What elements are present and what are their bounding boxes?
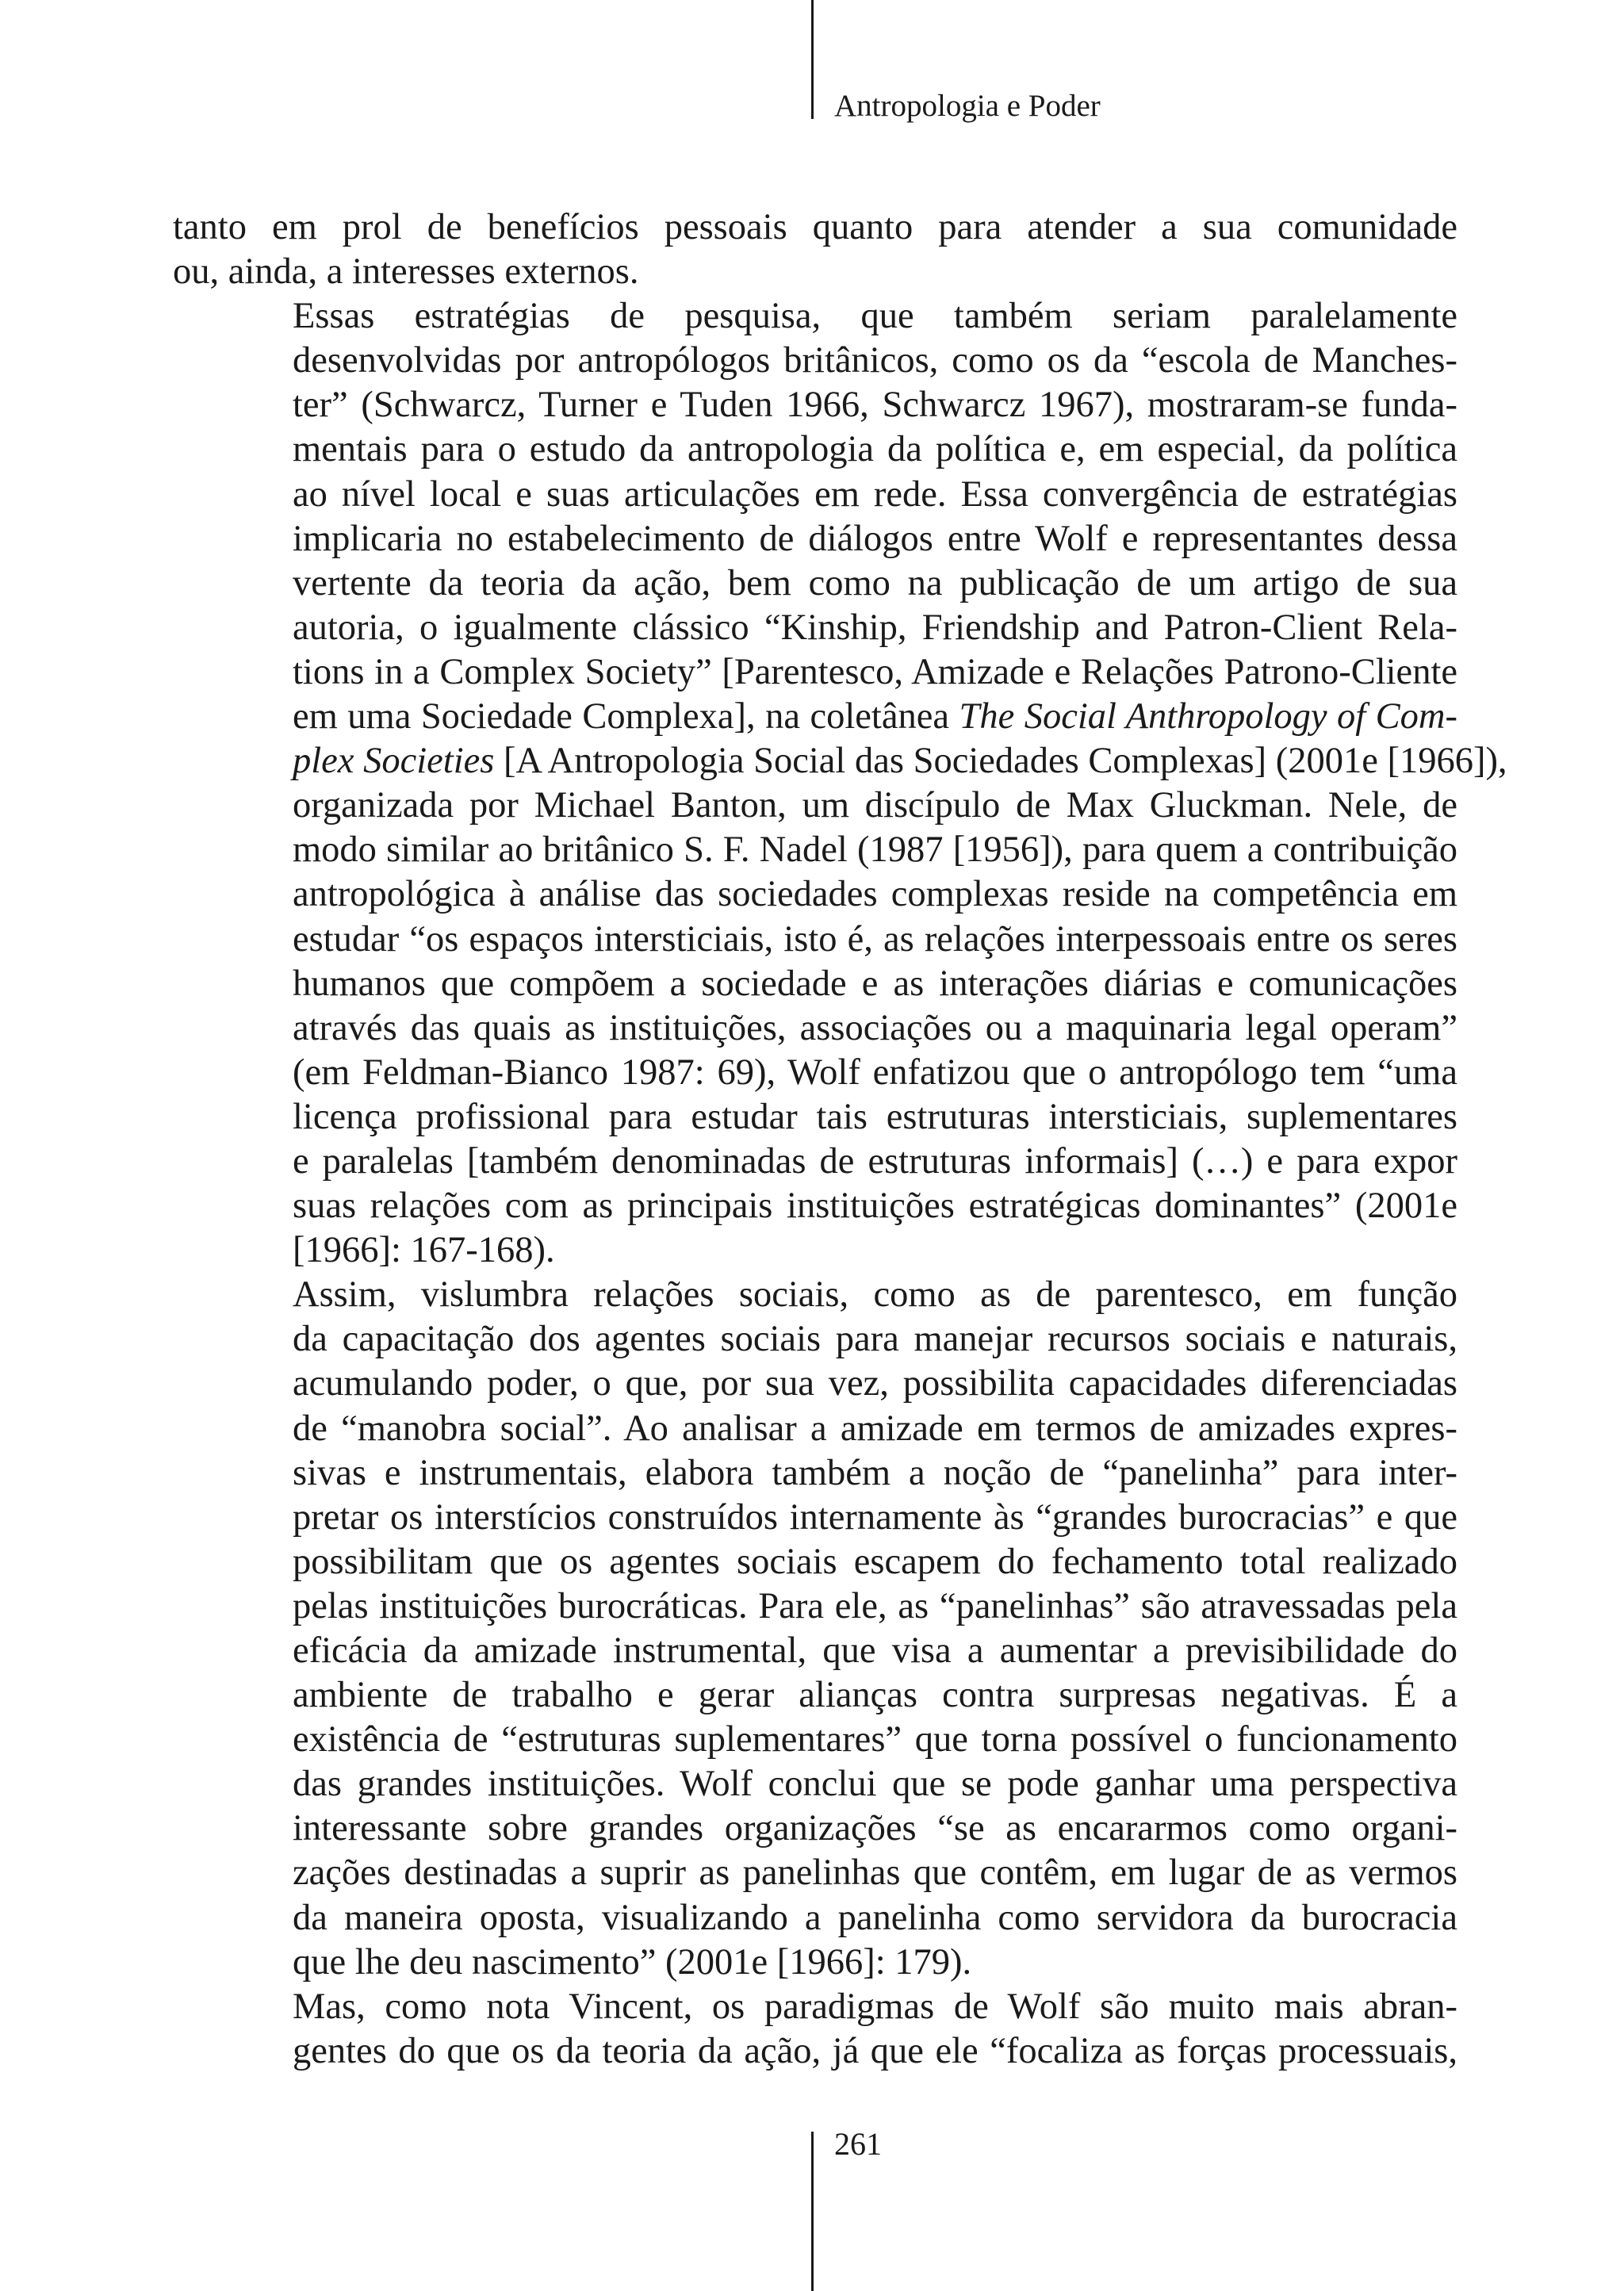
text-line: tanto em prol de benefícios pessoais quanto para atender a sua comunidade <box>173 207 1457 247</box>
text-line: (em Feldman-Bianco 1987: 69), Wolf enfatizou que o antropólogo tem “uma <box>293 1052 1457 1093</box>
text-line: estudar “os espaços intersticiais, isto é, as relações interpessoais entre os seres <box>293 918 1457 960</box>
paragraph-1 <box>173 205 1457 294</box>
header-divider-line <box>811 0 814 119</box>
running-header-title: Antropologia e Poder <box>834 89 1101 123</box>
page-body <box>173 205 1507 2074</box>
paragraph-4 <box>173 1985 1457 2074</box>
text-line: Mas, como nota Vincent, os paradigmas de Wolf são muito mais abran- <box>293 1986 1457 2027</box>
text-line: de “manobra social”. Ao analisar a amizade em termos de amizades expres- <box>293 1408 1457 1449</box>
text-line: licença profissional para estudar tais estruturas intersticiais, suplementares <box>293 1096 1457 1137</box>
text-line: da capacitação dos agentes sociais para manejar recursos sociais e naturais, <box>293 1319 1457 1360</box>
page-number: 261 <box>834 2126 882 2162</box>
text-line: implicaria no estabelecimento de diálogos entre Wolf e representantes dessa <box>293 518 1457 559</box>
text-line: Essas estratégias de pesquisa, que também seriam paralelamente <box>293 296 1457 337</box>
text-line: humanos que compõem a sociedade e as interações diárias e comunicações <box>293 963 1457 1004</box>
text-line: eficácia da amizade instrumental, que visa a aumentar a previsibilidade do <box>293 1630 1457 1671</box>
text-line: ambiente de trabalho e gerar alianças contra surpresas negativas. É a <box>293 1675 1457 1716</box>
italic-book-title: plex Societies <box>293 741 495 782</box>
text-line: ter” (Schwarcz, Turner e Tuden 1966, Schwarcz 1967), mostraram-se funda- <box>293 385 1457 426</box>
text-segment: [A Antropologia Social das Sociedades Complexas] (2001e [1966]), <box>494 741 1507 782</box>
text-line: Assim, vislumbra relações sociais, como as de parentesco, em função <box>293 1274 1457 1316</box>
text-line-with-italic-title <box>173 695 1457 739</box>
text-line: organizada por Michael Banton, um discípulo de Max Gluckman. Nele, de <box>293 785 1457 826</box>
italic-book-title: The Social Anthropology of Com- <box>959 696 1458 737</box>
text-line: pelas instituições burocráticas. Para ele, as “panelinhas” são atravessadas pela <box>293 1585 1457 1626</box>
text-line: pretar os interstícios construídos internamente às “grandes burocracias” e que <box>293 1496 1457 1538</box>
paragraph-2 <box>173 294 1507 1273</box>
text-line: mentais para o estudo da antropologia da política e, em especial, da política <box>293 429 1457 470</box>
text-line: interessante sobre grandes organizações “se as encararmos como organi- <box>293 1808 1457 1849</box>
paragraph-3 <box>173 1273 1457 1985</box>
text-line: possibilitam que os agentes sociais escapem do fechamento total realizado <box>293 1541 1457 1582</box>
text-line: [1966]: 167-168). <box>293 1230 555 1271</box>
text-line: sivas e instrumentais, elabora também a noção de “panelinha” para inter- <box>293 1452 1457 1493</box>
text-line: antropológica à análise das sociedades complexas reside na competência em <box>293 874 1457 915</box>
text-line: tions in a Complex Society” [Parentesco, Amizade e Relações Patrono-Cliente <box>293 651 1457 692</box>
text-line: ou, ainda, a interesses externos. <box>173 251 639 293</box>
text-line-with-italic-title <box>173 739 1507 783</box>
text-line: das grandes instituições. Wolf conclui que se pode ganhar uma perspectiva <box>293 1764 1457 1805</box>
text-line: modo similar ao britânico S. F. Nadel (1987 [1956]), para quem a contribuição <box>293 829 1457 871</box>
text-line: através das quais as instituições, associações ou a maquinaria legal operam” <box>293 1007 1457 1048</box>
text-line: da maneira oposta, visualizando a panelinha como servidora da burocracia <box>293 1897 1457 1938</box>
text-line: desenvolvidas por antropólogos britânicos, como os da “escola de Manches- <box>293 340 1457 381</box>
text-line: zações destinadas a suprir as panelinhas que contêm, em lugar de as vermos <box>293 1852 1457 1894</box>
text-line: que lhe deu nascimento” (2001e [1966]: 179). <box>293 1941 972 1983</box>
text-line: e paralelas [também denominadas de estruturas informais] (…) e para expor <box>293 1140 1457 1182</box>
text-line: vertente da teoria da ação, bem como na publicação de um artigo de sua <box>293 562 1457 603</box>
text-line: existência de “estruturas suplementares” que torna possível o funcionamento <box>293 1719 1457 1760</box>
text-line: gentes do que os da teoria da ação, já que ele “focaliza as forças processuais, <box>293 2030 1457 2071</box>
text-line: suas relações com as principais instituições estratégicas dominantes” (2001e <box>293 1186 1457 1227</box>
text-line: acumulando poder, o que, por sua vez, possibilita capacidades diferenciadas <box>293 1363 1457 1404</box>
footer-divider-line <box>811 2132 814 2291</box>
text-segment: em uma Sociedade Complexa], na coletânea <box>293 696 959 737</box>
text-line: ao nível local e suas articulações em rede. Essa convergência de estratégias <box>293 473 1457 515</box>
text-line: autoria, o igualmente clássico “Kinship, Friendship and Patron-Client Rela- <box>293 607 1457 648</box>
